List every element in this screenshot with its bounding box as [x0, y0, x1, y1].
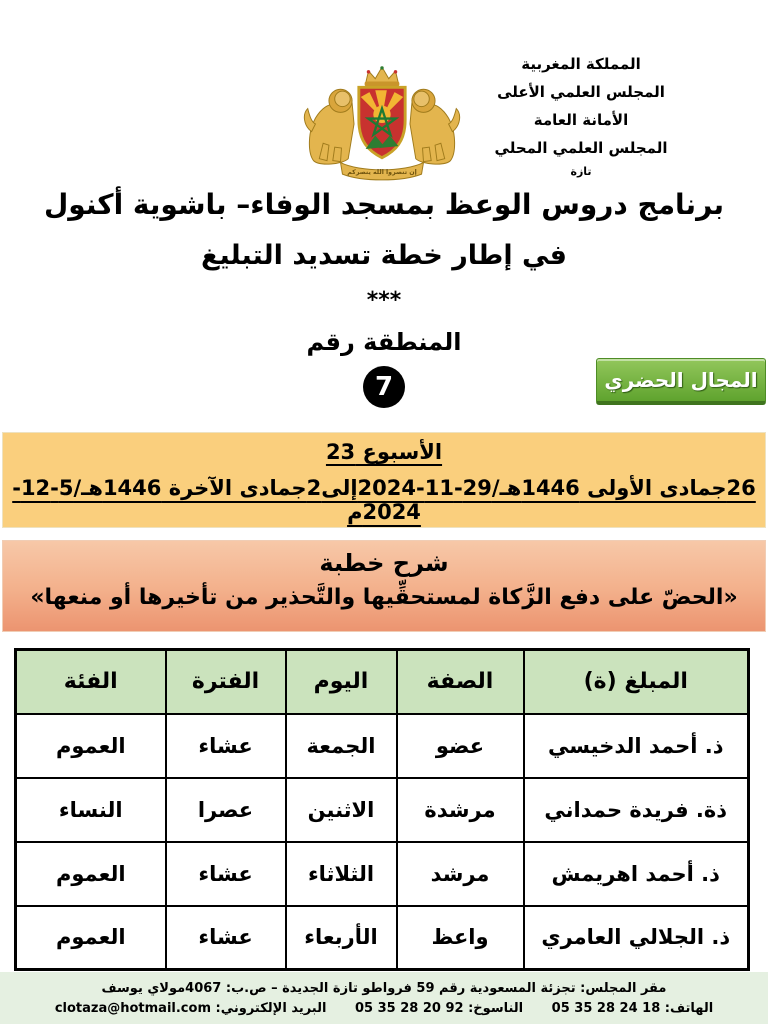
cell-day: الاثنين	[286, 778, 397, 842]
page-footer	[0, 972, 768, 1024]
government-header	[456, 50, 706, 182]
cell-preacher: ذ. أحمد الدخيسي	[524, 714, 749, 778]
cell-audience: العموم	[16, 906, 166, 970]
cell-audience: العموم	[16, 714, 166, 778]
footer-fax	[350, 1001, 523, 1016]
header-line-general-secretariat: الأمانة العامة	[533, 111, 629, 129]
cell-preacher: ذ. الجلالي العامري	[524, 906, 749, 970]
cell-capacity: عضو	[397, 714, 524, 778]
cell-preacher: ذ. أحمد اهريمش	[524, 842, 749, 906]
cell-period: عشاء	[166, 714, 286, 778]
logo-motto: إن تنصروا الله ينصركم	[347, 169, 417, 177]
khutba-heading: شرح خطبة	[319, 549, 449, 577]
crown-icon	[365, 66, 400, 86]
cell-capacity: مرشد	[397, 842, 524, 906]
khutba-banner	[2, 540, 766, 632]
week-number: الأسبوع 23	[325, 440, 443, 464]
urban-area-badge: المجال الحضري	[596, 358, 766, 405]
column-header-capacity: الصفة	[397, 650, 524, 714]
schedule-table-wrapper	[14, 648, 750, 971]
zone-number-circle: 7	[363, 366, 405, 408]
footer-address: مقر المجلس: تجزئة المسعودية رقم 59 فرواطو تازة الجديدة – ص.ب: 4067مولاي يوسف	[101, 981, 667, 996]
cell-day: الجمعة	[286, 714, 397, 778]
main-title: برنامج دروس الوعظ بمسجد الوفاء– باشوية أكنول	[44, 188, 724, 221]
cell-day: الثلاثاء	[286, 842, 397, 906]
header-line-local-council: المجلس العلمي المحلي	[494, 139, 668, 157]
header-city: تازة	[570, 165, 592, 178]
column-header-preacher: المبلغ (ة)	[524, 650, 749, 714]
column-header-audience: الفئة	[16, 650, 166, 714]
header-line-supreme-council: المجلس العلمي الأعلى	[497, 83, 665, 101]
table-row	[16, 842, 749, 906]
fax-label: الناسوخ:	[468, 1001, 524, 1016]
cell-capacity: مرشدة	[397, 778, 524, 842]
khutba-topic: «الحضّ على دفع الزَّكاة لمستحقِّيها والتَّحذير من تأخيرها أو منعها»	[30, 585, 738, 610]
fax-value: 92 20 28 35 05	[354, 1001, 464, 1016]
table-row	[16, 778, 749, 842]
column-header-day: اليوم	[286, 650, 397, 714]
email-value: clotaza@hotmail.com	[54, 1001, 211, 1016]
cell-audience: النساء	[16, 778, 166, 842]
phone-label: الهاتف:	[664, 1001, 714, 1016]
cell-audience: العموم	[16, 842, 166, 906]
column-header-period: الفترة	[166, 650, 286, 714]
cell-period: عشاء	[166, 842, 286, 906]
cell-preacher: ذة. فريدة حمداني	[524, 778, 749, 842]
table-row	[16, 714, 749, 778]
footer-contacts	[0, 999, 768, 1019]
cell-day: الأربعاء	[286, 906, 397, 970]
stars-separator: ***	[366, 288, 402, 313]
phone-value: 18 24 28 35 05	[551, 1001, 661, 1016]
cell-period: عصرا	[166, 778, 286, 842]
footer-phone	[547, 1001, 713, 1016]
zone-label: المنطقة رقم	[306, 328, 462, 356]
footer-email	[55, 1001, 327, 1016]
moroccan-coat-of-arms-icon	[300, 64, 464, 182]
cell-capacity: واعظ	[397, 906, 524, 970]
sub-title: في إطار خطة تسديد التبليغ	[201, 240, 567, 271]
week-banner	[2, 432, 766, 528]
week-date-range: 26جمادى الأولى 1446هـ/29-11-2024إلى2جمادى الآخرة 1446هـ/5-12-2024م	[12, 476, 756, 524]
cell-period: عشاء	[166, 906, 286, 970]
schedule-table	[14, 648, 750, 971]
header-line-kingdom: المملكة المغربية	[521, 55, 641, 73]
table-row	[16, 906, 749, 970]
table-header-row	[16, 650, 749, 714]
email-label: البريد الإلكتروني:	[215, 1001, 327, 1016]
